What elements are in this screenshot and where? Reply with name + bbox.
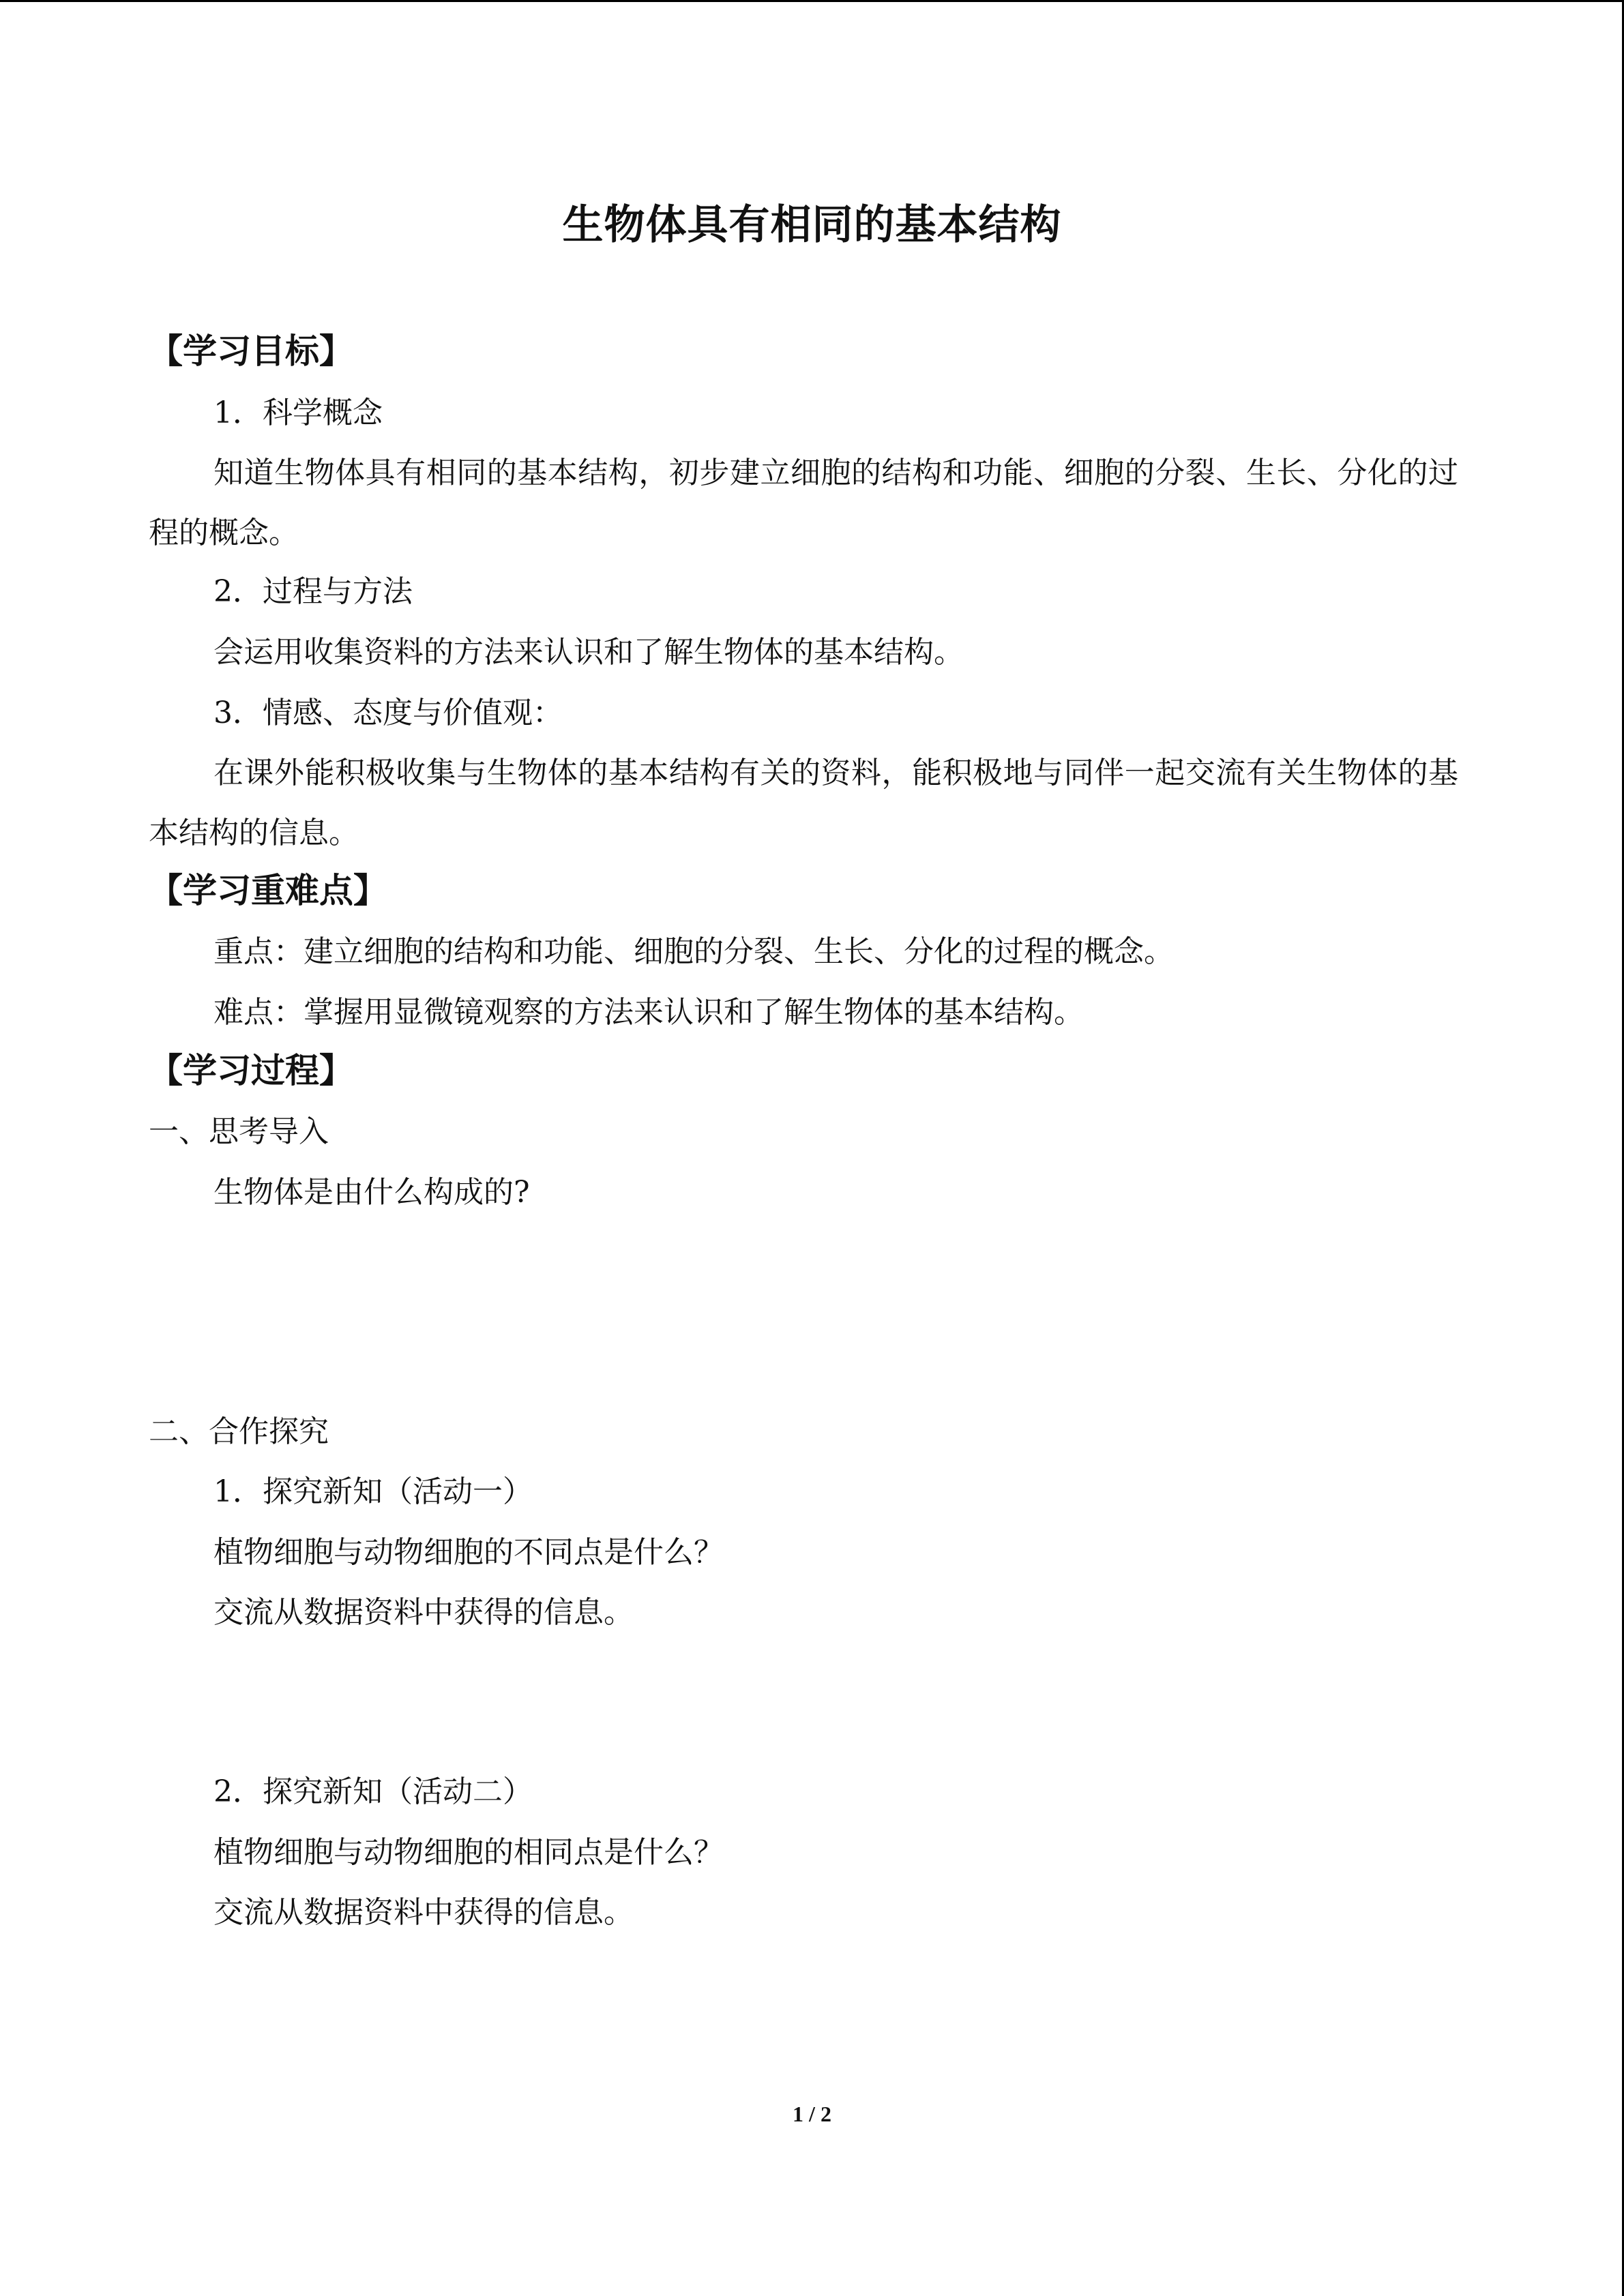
process-part-1-label: 一、思考导入 <box>149 1114 329 1149</box>
activity-2-label: 2．探究新知（活动二） <box>213 1774 533 1809</box>
activity-1-question: 植物细胞与动物细胞的不同点是什么？ <box>213 1535 724 1570</box>
page-number: 1 / 2 <box>793 2102 831 2126</box>
activity-2-note: 交流从数据资料中获得的信息。 <box>213 1895 634 1930</box>
key-focus: 重点：建立细胞的结构和功能、细胞的分裂、生长、分化的过程的概念。 <box>213 934 1174 969</box>
process-part-1-question: 生物体是由什么构成的? <box>213 1175 530 1210</box>
objectives-heading: 【学习目标】 <box>149 331 353 371</box>
objective-2-label: 2．过程与方法 <box>213 574 413 609</box>
process-part-2-label: 二、合作探究 <box>149 1414 329 1449</box>
objective-3-text: 在课外能积极收集与生物体的基本结构有关的资料，能积极地与同伴一起交流有关生物体的基本结构的信息。 <box>149 756 1458 850</box>
objective-1-text: 知道生物体具有相同的基本结构，初步建立细胞的结构和功能、细胞的分裂、生长、分化的过程的概念。 <box>149 456 1458 550</box>
document-title: 生物体具有相同的基本结构 <box>562 201 1062 249</box>
activity-1-label: 1．探究新知（活动一） <box>213 1474 533 1509</box>
key-points-heading: 【学习重难点】 <box>149 871 387 910</box>
objective-2-text: 会运用收集资料的方法来认识和了解生物体的基本结构。 <box>213 635 964 670</box>
activity-2-question: 植物细胞与动物细胞的相同点是什么？ <box>213 1835 724 1870</box>
objective-1-label: 1．科学概念 <box>213 396 383 430</box>
objective-3-label: 3．情感、态度与价值观： <box>213 696 563 730</box>
process-heading: 【学习过程】 <box>149 1051 353 1090</box>
activity-1-note: 交流从数据资料中获得的信息。 <box>213 1595 634 1630</box>
key-difficulty: 难点：掌握用显微镜观察的方法来认识和了解生物体的基本结构。 <box>213 995 1084 1030</box>
